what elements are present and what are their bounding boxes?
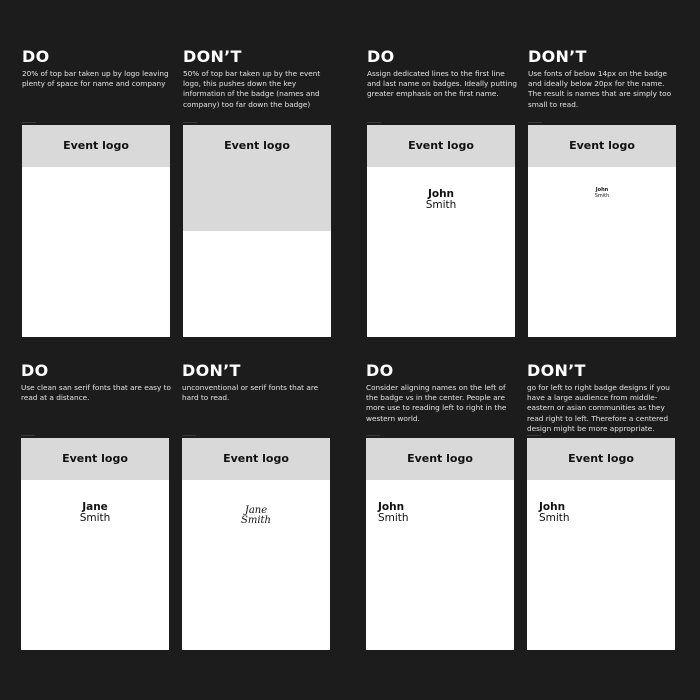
card-heading: DON’T — [182, 361, 241, 380]
card-heading: DO — [367, 47, 395, 66]
first-name: John — [595, 187, 609, 193]
last-name: Smith — [378, 512, 409, 524]
event-logo-text: Event logo — [224, 139, 290, 152]
first-name: John — [427, 188, 455, 200]
first-name: Jane — [244, 505, 268, 516]
card-heading: DO — [366, 361, 394, 380]
badge-preview — [366, 438, 514, 650]
card-heading: DO — [21, 361, 49, 380]
badge-preview — [528, 125, 676, 337]
badge-top-bar — [367, 125, 515, 167]
badge-name — [182, 506, 330, 526]
divider — [367, 122, 381, 123]
card-description: Use clean san serif fonts that are easy to read at a distance. — [21, 383, 171, 403]
last-name: Smith — [79, 512, 111, 524]
card-description: Assign dedicated lines to the first line and last name on badges. Ideally putting greater emphasis on the first name. — [367, 69, 517, 99]
last-name: Smith — [539, 512, 570, 524]
divider — [22, 122, 36, 123]
card-description: go for left to right badge designs if you have a large audience from middle-eastern or asian communities as they read right to left. Therefore a centered design might be more appropriate. — [527, 383, 670, 433]
badge-name — [367, 189, 515, 211]
card-description: unconventional or serif fonts that are hard to read. — [182, 383, 319, 403]
first-name: John — [539, 501, 566, 513]
last-name: Smith — [241, 515, 271, 526]
card-description: 20% of top bar taken up by logo leaving plenty of space for name and company — [22, 69, 169, 89]
last-name: Smith — [425, 199, 457, 211]
card-heading: DON’T — [183, 47, 242, 66]
badge-name — [528, 188, 676, 199]
badge-preview — [367, 125, 515, 337]
event-logo-text: Event logo — [63, 139, 129, 152]
badge-preview — [527, 438, 675, 650]
badge-top-bar — [183, 125, 331, 231]
divider — [21, 435, 35, 436]
badge-name — [378, 502, 409, 524]
card-description: 50% of top bar taken up by the event logo, this pushes down the key information of the badge (names and company) too far down the badge) — [183, 69, 321, 109]
badge-preview — [183, 125, 331, 337]
first-name: Jane — [82, 501, 108, 513]
divider — [183, 122, 197, 123]
event-logo-text: Event logo — [407, 452, 473, 465]
divider — [182, 435, 196, 436]
badge-name — [21, 502, 169, 524]
card-heading: DON’T — [527, 361, 586, 380]
divider — [366, 435, 380, 436]
card-description: Use fonts of below 14px on the badge and ideally below 20px for the name. The result is names that are simply too small to read. — [528, 69, 672, 109]
event-logo-text: Event logo — [568, 452, 634, 465]
badge-preview — [22, 125, 170, 337]
event-logo-text: Event logo — [569, 139, 635, 152]
event-logo-text: Event logo — [408, 139, 474, 152]
divider — [528, 122, 542, 123]
badge-top-bar — [366, 438, 514, 480]
badge-top-bar — [21, 438, 169, 480]
divider — [527, 435, 541, 436]
card-description: Consider aligning names on the left of the badge vs in the center. People are more use to reading left to right in the western world. — [366, 383, 507, 423]
card-heading: DO — [22, 47, 50, 66]
last-name: Smith — [594, 192, 610, 199]
badge-top-bar — [527, 438, 675, 480]
badge-top-bar — [182, 438, 330, 480]
first-name: John — [378, 501, 405, 513]
badge-top-bar — [22, 125, 170, 167]
card-heading: DON’T — [528, 47, 587, 66]
event-logo-text: Event logo — [62, 452, 128, 465]
badge-top-bar — [528, 125, 676, 167]
event-logo-text: Event logo — [223, 452, 289, 465]
badge-preview — [21, 438, 169, 650]
badge-preview — [182, 438, 330, 650]
badge-name — [539, 502, 570, 524]
